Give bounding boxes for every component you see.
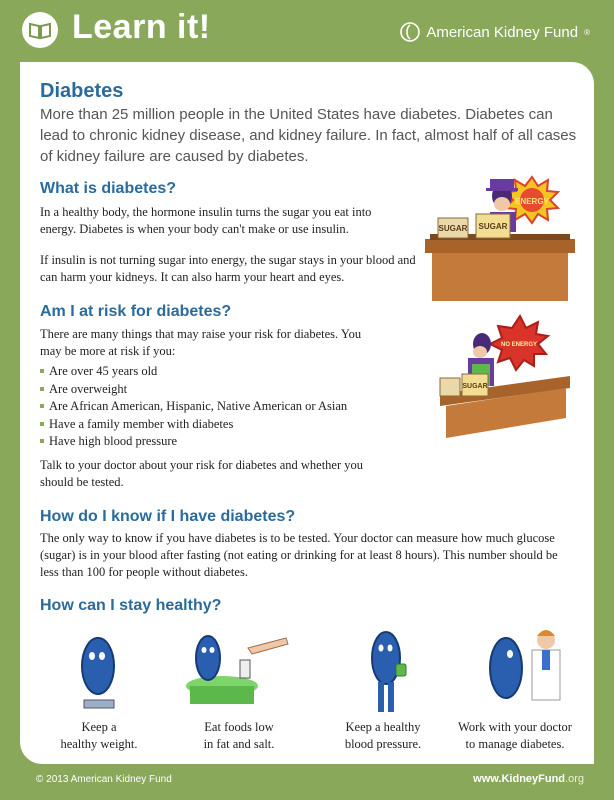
list-item: Are overweight <box>40 381 347 399</box>
risk-paragraph-2: Talk to your doctor about your risk for diabetes and whether you should be tested. <box>40 458 363 489</box>
section-title-risk: Am I at risk for diabetes? <box>40 303 232 320</box>
section-title-know: How do I know if I have diabetes? <box>40 508 296 525</box>
tip-2-line-1: Eat foods low <box>204 720 274 734</box>
footer-url[interactable] <box>473 773 584 785</box>
intro-paragraph: More than 25 million people in the United States have diabetes. Diabetes can lead to chronic kidney disease, and kidney failure. In fact, almost half of all cases of kidney failure are caused by diabetes. <box>40 106 577 165</box>
blood-pressure-illustration <box>356 622 426 722</box>
tip-caption-1 <box>24 719 174 753</box>
sugar-box-label-2: SUGAR <box>478 222 508 231</box>
tip-caption-3 <box>308 719 458 753</box>
footer-url-tld: .org <box>565 773 584 785</box>
page-title: Diabetes <box>40 80 124 102</box>
content-card <box>20 62 594 764</box>
what-paragraph-2: If insulin is not turning sugar into energy, the sugar stays in your blood and can harm your kidneys. It can also harm your heart and eyes. <box>40 253 416 284</box>
no-energy-label: NO ENERGY <box>500 342 538 348</box>
list-item: Have a family member with diabetes <box>40 416 347 434</box>
tip-1-line-2: healthy weight. <box>60 737 138 751</box>
tip-3-line-2: blood pressure. <box>344 737 422 751</box>
sugar-to-energy-illustration <box>420 174 580 309</box>
header-title: Learn it! <box>72 8 211 46</box>
risk-paragraph-1: There are many things that may raise your risk for diabetes. You may be more at risk if you: <box>40 327 362 358</box>
kidney-fund-logo-icon <box>400 22 420 42</box>
energy-label: ENERGY <box>515 197 549 206</box>
what-paragraph-1: In a healthy body, the hormone insulin turns the sugar you eat into energy. Diabetes is when your body can't make or use insulin. <box>40 205 372 236</box>
no-energy-illustration <box>420 314 580 444</box>
footer-copyright: © 2013 American Kidney Fund <box>36 774 172 785</box>
book-icon <box>22 12 58 48</box>
tip-caption-4 <box>440 719 590 753</box>
tip-3-line-1: Keep a healthy <box>345 720 421 734</box>
brand-name: American Kidney Fund <box>426 23 579 41</box>
tip-2-line-2: in fat and salt. <box>203 737 275 751</box>
tip-caption-2 <box>164 719 314 753</box>
healthy-weight-illustration <box>70 624 130 714</box>
list-item: Have high blood pressure <box>40 433 347 451</box>
header <box>0 0 614 60</box>
footer-url-main: www.KidneyFund <box>473 773 566 785</box>
list-item: Are African American, Hispanic, Native American or Asian <box>40 398 347 416</box>
brand-logo <box>400 22 590 42</box>
healthy-food-illustration <box>182 620 292 710</box>
list-item: Are over 45 years old <box>40 363 347 381</box>
doctor-illustration <box>484 624 574 714</box>
section-title-what: What is diabetes? <box>40 180 177 197</box>
brand-mark: ® <box>584 27 590 37</box>
risk-list <box>40 363 347 451</box>
section-title-healthy: How can I stay healthy? <box>40 597 222 614</box>
tip-4-line-1: Work with your doctor <box>458 720 572 734</box>
know-paragraph: The only way to know if you have diabetes is to be tested. Your doctor can measure how much glucose (sugar) is in your blood after fasting (not eating or drinking for at least 8 hours). This number should be less than 100 for people without diabetes. <box>40 531 558 579</box>
sugar-box-label-1: SUGAR <box>438 224 468 233</box>
tip-4-line-2: to manage diabetes. <box>465 737 565 751</box>
sugar-box-label-3: SUGAR <box>462 383 488 390</box>
tip-1-line-1: Keep a <box>81 720 117 734</box>
